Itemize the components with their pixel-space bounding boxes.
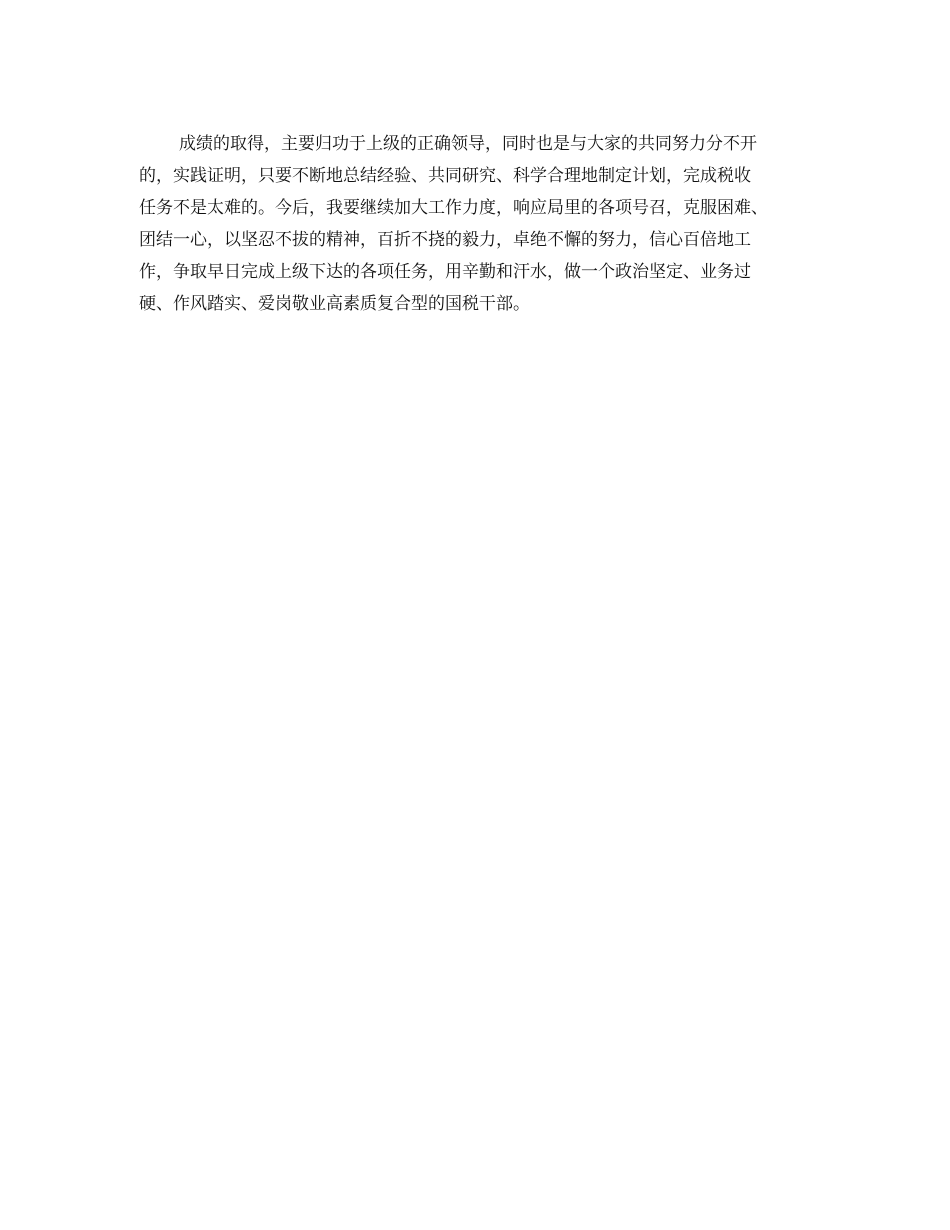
paragraph-line: 的，实践证明，只要不断地总结经验、共同研究、科学合理地制定计划，完成税收: [139, 166, 751, 186]
paragraph-line: 团结一心，以坚忍不拔的精神，百折不挠的毅力，卓绝不懈的努力，信心百倍地工: [139, 230, 751, 250]
paragraph-line: 作，争取早日完成上级下达的各项任务，用辛勤和汗水，做一个政治坚定、业务过: [139, 262, 751, 282]
paragraph-line: 成绩的取得，主要归功于上级的正确领导，同时也是与大家的共同努力分不开: [179, 134, 757, 154]
paragraph-line: 任务不是太难的。今后，我要继续加大工作力度，响应局里的各项号召，克服困难、: [139, 198, 768, 218]
paragraph-line: 硬、作风踏实、爱岗敬业高素质复合型的国税干部。: [139, 294, 530, 314]
body-paragraph: [139, 128, 819, 320]
